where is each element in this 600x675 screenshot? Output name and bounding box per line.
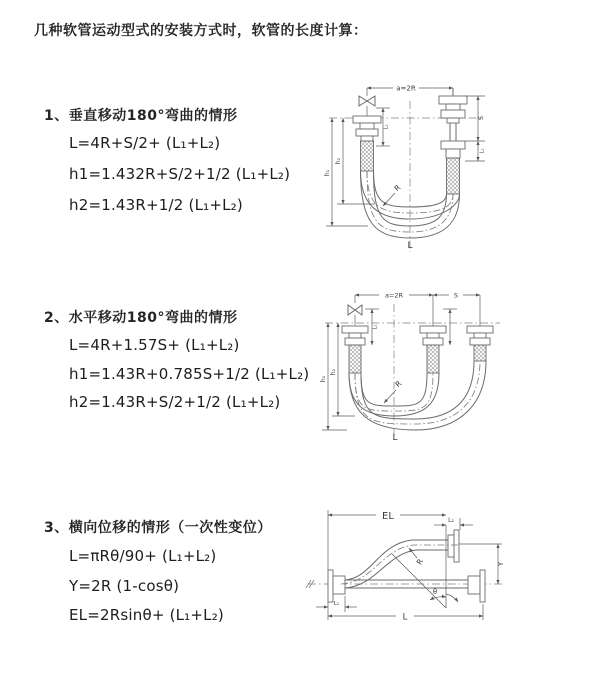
dim-label-s: S bbox=[477, 115, 485, 121]
section-1-formula-h2: h2=1.43R+1/2 (L₁+L₂) bbox=[69, 196, 243, 214]
dimension-l1-right bbox=[465, 141, 486, 161]
dimension-s bbox=[465, 96, 485, 141]
dim-label-h1: h₁ bbox=[320, 375, 327, 383]
dim-label-a2r: a=2R bbox=[396, 84, 416, 93]
right-flange bbox=[468, 570, 485, 602]
dimension-l1 bbox=[316, 596, 357, 612]
diagram-horizontal-u-bend bbox=[315, 282, 510, 444]
radius-callout bbox=[409, 548, 425, 566]
section-2-formula-h2: h2=1.43R+S/2+1/2 (L₁+L₂) bbox=[69, 393, 281, 411]
dimension-l2 bbox=[434, 517, 473, 530]
diagram-lateral-displacement bbox=[296, 498, 511, 643]
dim-label-l: L bbox=[392, 433, 398, 443]
dim-label-l2: L₂ bbox=[448, 517, 454, 524]
dim-label-a2r: a=2R bbox=[384, 291, 404, 300]
upper-flange bbox=[448, 530, 459, 562]
dim-label-h1: h₁ bbox=[324, 169, 331, 177]
section-3-formula-Y: Y=2R (1-cosθ) bbox=[69, 577, 180, 595]
dimension-l1-left bbox=[376, 108, 390, 146]
dim-label-l1-right: L₁ bbox=[479, 148, 486, 154]
left-flange bbox=[328, 570, 345, 602]
hose-s-curve bbox=[341, 540, 459, 588]
section-1-formula-h1: h1=1.432R+S/2+1/2 (L₁+L₂) bbox=[69, 165, 291, 183]
section-3-formula-EL: EL=2Rsinθ+ (L₁+L₂) bbox=[69, 606, 224, 624]
valve-icon bbox=[359, 96, 375, 116]
dim-label-el: EL bbox=[382, 511, 394, 522]
dim-label-l: L bbox=[402, 612, 408, 623]
dim-label-h2: h₂ bbox=[335, 157, 342, 165]
diagram-vertical-u-bend bbox=[315, 76, 495, 262]
left-flange-assembly bbox=[342, 326, 368, 373]
dim-label-l1-left: L₁ bbox=[383, 124, 390, 130]
dim-label-l1: L₁ bbox=[333, 601, 340, 607]
middle-flange-assembly bbox=[420, 326, 446, 373]
section-3-heading: 3、横向位移的情形（一次性变位） bbox=[44, 520, 272, 536]
right-flange-assembly bbox=[467, 326, 493, 361]
dim-label-theta: θ bbox=[432, 588, 438, 596]
section-2-formula-h1: h1=1.43R+0.785S+1/2 (L₁+L₂) bbox=[69, 365, 310, 383]
dim-label-r: R bbox=[393, 378, 404, 390]
section-3-formula-L: L=πRθ/90+ (L₁+L₂) bbox=[69, 547, 217, 565]
page-title: 几种软管运动型式的安装方式时，软管的长度计算： bbox=[34, 23, 368, 39]
dimension-l bbox=[328, 602, 483, 623]
section-1-formula-L: L=4R+S/2+ (L₁+L₂) bbox=[69, 134, 221, 152]
section-2-formula-L: L=4R+1.57S+ (L₁+L₂) bbox=[69, 336, 240, 354]
dim-label-r: R bbox=[392, 182, 403, 194]
dim-label-r: R bbox=[414, 557, 426, 567]
dimension-a2r bbox=[367, 85, 453, 97]
valve-icon bbox=[348, 305, 362, 325]
right-flange-assembly bbox=[439, 88, 467, 194]
dimension-h1 bbox=[320, 323, 347, 430]
radius-callout bbox=[383, 183, 402, 206]
hose-curves bbox=[349, 361, 486, 430]
radius-callout bbox=[384, 379, 403, 403]
section-2-heading: 2、水平移动180°弯曲的情形 bbox=[44, 310, 238, 326]
section-1-heading: 1、垂直移动180°弯曲的情形 bbox=[44, 108, 238, 124]
dim-label-l: L bbox=[407, 241, 413, 251]
dim-label-y: Y bbox=[497, 561, 505, 567]
dim-label-h2: h₂ bbox=[330, 368, 337, 376]
dim-label-l1: L₁ bbox=[372, 324, 379, 330]
dim-label-s: S bbox=[453, 291, 459, 300]
left-flange-assembly bbox=[353, 116, 381, 171]
